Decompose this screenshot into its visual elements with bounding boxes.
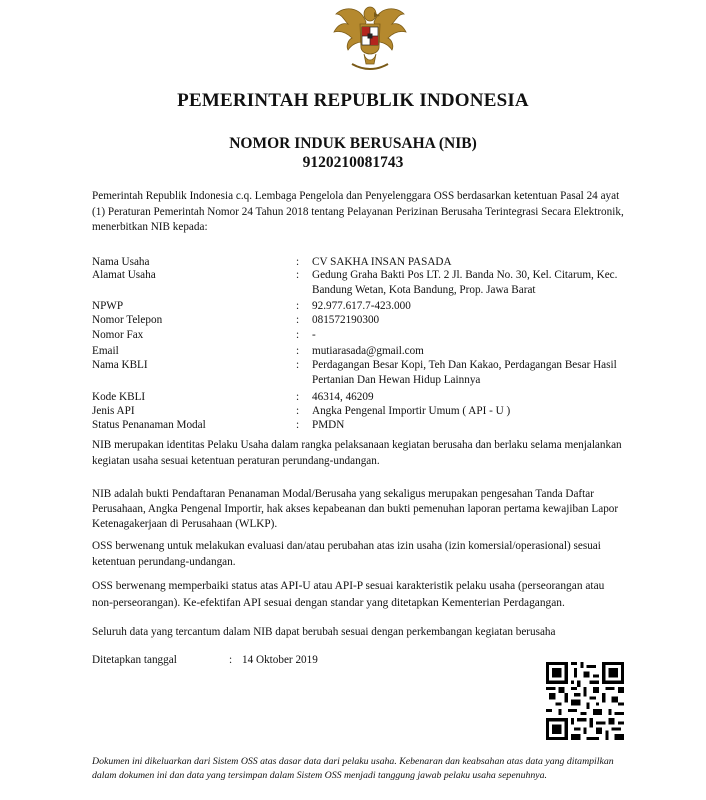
field-value-nomor-telepon: 081572190300 bbox=[312, 314, 380, 326]
field-label-status-penanaman-modal: Status Penanaman Modal bbox=[92, 419, 206, 431]
field-colon: : bbox=[296, 405, 300, 417]
note-paragraph: Seluruh data yang tercantum dalam NIB dapat berubah sesuai dengan perkembangan kegiatan berusaha bbox=[92, 626, 556, 638]
field-value-email: mutiarasada@gmail.com bbox=[312, 345, 424, 357]
field-value-nomor-fax: - bbox=[312, 329, 316, 341]
field-value-nama-usaha: CV SAKHA INSAN PASADA bbox=[312, 256, 452, 268]
field-colon: : bbox=[296, 391, 300, 403]
field-label-kode-kbli: Kode KBLI bbox=[92, 391, 146, 403]
government-title: PEMERINTAH REPUBLIK INDONESIA bbox=[177, 90, 529, 111]
field-value-alamat-usaha: Gedung Graha Bakti Pos LT. 2 Jl. Banda No. 30, Kel. Citarum, Kec. Bandung Wetan, Kota Bandung, Prop. Jawa Barat bbox=[312, 269, 618, 296]
field-colon: : bbox=[296, 345, 300, 357]
field-colon: : bbox=[296, 419, 300, 431]
note-paragraph: OSS berwenang untuk melakukan evaluasi dan/atau perubahan atas izin usaha (izin komersial/operasional) sesuai ketentuan perundang-undangan. bbox=[92, 540, 601, 568]
note-paragraph: NIB merupakan identitas Pelaku Usaha dalam rangka pelaksanaan kegiatan berusaha dan berlaku selama menjalankan kegiatan usaha sesuai ketentuan peraturan perundang-undangan. bbox=[92, 439, 622, 467]
issued-date-colon: : bbox=[229, 654, 233, 666]
field-value-status-penanaman-modal: PMDN bbox=[312, 419, 345, 431]
garuda-emblem bbox=[330, 2, 410, 76]
field-label-nomor-telepon: Nomor Telepon bbox=[92, 314, 163, 326]
field-colon: : bbox=[296, 314, 300, 326]
field-label-nomor-fax: Nomor Fax bbox=[92, 329, 144, 341]
intro-paragraph: Pemerintah Republik Indonesia c.q. Lembaga Pengelola dan Penyelenggara OSS berdasarkan ketentuan Pasal 24 ayat (1) Peraturan Pemerintah Nomor 24 Tahun 2018 tentang Pelayanan Perizinan Berusaha Terintegrasi Secara Elektronik, menerbitkan NIB kepada: bbox=[92, 190, 624, 234]
note-paragraph: OSS berwenang memperbaiki status atas API-U atau API-P sesuai karakteristik pelaku usaha (perseorangan atau non-perseorangan). Ke-efektifan API sesuai dengan standar yang ditetapkan Kementerian Perdagangan. bbox=[92, 580, 605, 609]
field-value-jenis-api: Angka Pengenal Importir Umum ( API - U ) bbox=[312, 405, 511, 417]
field-value-nama-kbli: Perdagangan Besar Kopi, Teh Dan Kakao, Perdagangan Besar Hasil Pertanian Dan Hewan Hidup Lainnya bbox=[312, 359, 617, 386]
footer-disclaimer: Dokumen ini dikeluarkan dari Sistem OSS atas dasar data dari pelaku usaha. Kebenaran dan keabsahan atas data yang ditampilkan dalam dokumen ini dan data yang tersimpan dalam Sistem OSS menjadi tanggung jawab pelaku usaha sepenuhnya. bbox=[92, 756, 614, 781]
nib-number: 9120210081743 bbox=[302, 154, 404, 171]
field-colon: : bbox=[296, 359, 300, 371]
field-colon: : bbox=[296, 329, 300, 341]
note-paragraph: NIB adalah bukti Pendaftaran Penanaman Modal/Berusaha yang sekaligus merupakan pengesahan Tanda Daftar Perusahaan, Angka Pengenal Importir, hak akses kepabeanan dan bukti pemenuhan laporan pertama kewajiban Lapor Ketenagakerjaan di Perusahaan (WLKP). bbox=[92, 488, 619, 530]
field-value-npwp: 92.977.617.7-423.000 bbox=[312, 300, 411, 312]
qr-code bbox=[546, 662, 624, 740]
issued-date-label: Ditetapkan tanggal bbox=[92, 654, 177, 666]
field-label-jenis-api: Jenis API bbox=[92, 405, 135, 417]
field-colon: : bbox=[296, 269, 300, 281]
field-label-nama-usaha: Nama Usaha bbox=[92, 256, 150, 268]
field-colon: : bbox=[296, 300, 300, 312]
issued-date-value: 14 Oktober 2019 bbox=[242, 654, 318, 666]
field-label-email: Email bbox=[92, 345, 119, 357]
nib-heading: NOMOR INDUK BERUSAHA (NIB) bbox=[229, 135, 477, 152]
field-label-alamat-usaha: Alamat Usaha bbox=[92, 269, 156, 281]
field-colon: : bbox=[296, 256, 300, 268]
field-label-npwp: NPWP bbox=[92, 300, 124, 312]
field-label-nama-kbli: Nama KBLI bbox=[92, 359, 148, 371]
field-value-kode-kbli: 46314, 46209 bbox=[312, 391, 374, 403]
